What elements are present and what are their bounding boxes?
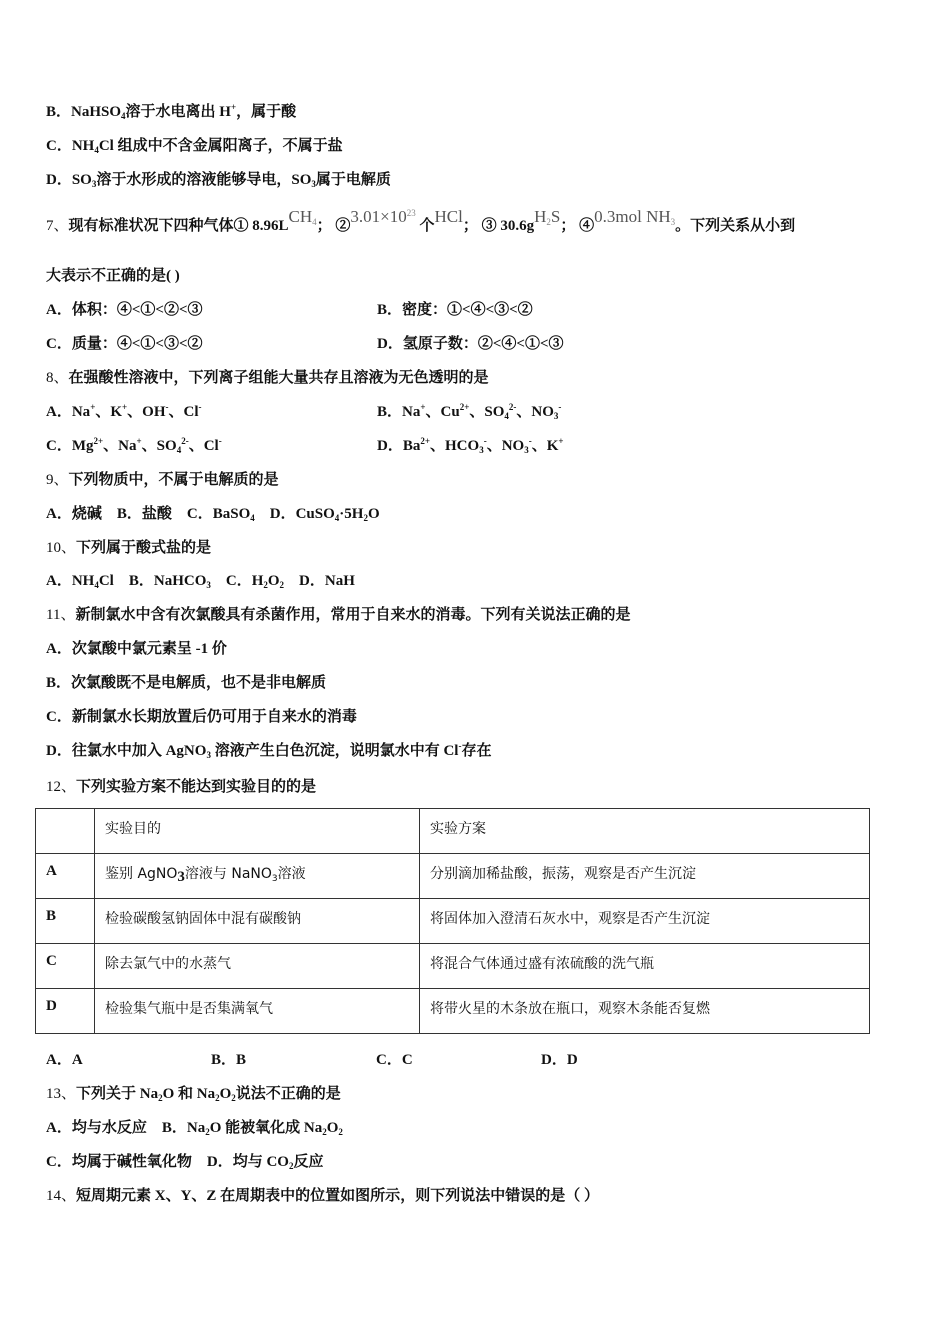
- formula: NaH: [324, 573, 355, 589]
- ion: K+: [546, 436, 564, 454]
- q6-option-b: [46, 102, 296, 122]
- subscript: 4: [94, 580, 99, 590]
- question-text: 短周期元素 X、Y、Z 在周期表中的位置如图所示，则下列说法中错误的是（ ）: [76, 1188, 599, 1204]
- option-text: O 能被氧化成 Na: [209, 1120, 323, 1136]
- option-text: 反应: [293, 1154, 324, 1170]
- q9-stem: [46, 470, 279, 490]
- question-text: ； ④: [560, 218, 595, 234]
- formula: BaSO: [212, 506, 251, 522]
- question-text: 下列物质中，不属于电解质的是: [68, 472, 279, 488]
- option-label: B．: [46, 104, 72, 120]
- q11-option-b: [46, 673, 326, 693]
- question-number: 13、: [46, 1086, 77, 1102]
- q11-option-a: [46, 639, 227, 659]
- formula: O: [267, 573, 280, 589]
- ion: $NO_3^-$: [501, 436, 532, 455]
- q7-stem-continued: 大表示不正确的是( ): [46, 268, 180, 284]
- option-text: 次氯酸中氯元素呈 -1 价: [71, 641, 227, 657]
- subscript: 2: [215, 1093, 220, 1103]
- question-number: 7、: [46, 218, 69, 234]
- table-cell-plan: 分别滴加稀盐酸，振荡，观察是否产生沉淀: [420, 854, 870, 899]
- option-text: Cl 组成中不含金属阳离子，不属于盐: [98, 138, 343, 154]
- q8-stem: [46, 368, 489, 388]
- option-text: D: [566, 1052, 578, 1068]
- option-text: 质量：④<①<③<②: [71, 336, 203, 352]
- question-number: 9、: [46, 472, 69, 488]
- subscript: 4: [312, 217, 317, 227]
- subscript: 2: [322, 1127, 327, 1137]
- table-cell-aim: 检验集气瓶中是否集满氧气: [95, 989, 420, 1034]
- option-text: A: [71, 1052, 83, 1068]
- question-number: 12、: [46, 779, 77, 795]
- subscript: 2: [158, 1093, 163, 1103]
- cell-text: 鉴别 AgNO: [105, 866, 178, 882]
- option-label: C．: [46, 1154, 72, 1170]
- formula: O: [326, 1120, 339, 1136]
- subscript: 2: [363, 513, 368, 523]
- option-label: A．: [46, 506, 72, 522]
- ion: Na+: [71, 402, 96, 420]
- formula: ·5H: [339, 506, 364, 522]
- option-label: D．: [206, 1154, 233, 1170]
- option-text: ，属于酸: [236, 104, 297, 120]
- formula: 0.3mol NH: [594, 207, 671, 226]
- formula: CuSO: [295, 506, 335, 522]
- option-text: B: [236, 1052, 247, 1068]
- math-formula: HCl: [434, 207, 463, 226]
- row-label: C: [36, 944, 95, 989]
- subscript: 3: [271, 874, 278, 884]
- table-cell-aim: 除去氯气中的水蒸气: [95, 944, 420, 989]
- experiment-table: [35, 808, 870, 1034]
- ion: $SO_4^{2-}$: [156, 436, 189, 455]
- formula: SO: [71, 172, 92, 188]
- ion: $NO_3^-$: [531, 402, 562, 421]
- subscript: 2: [546, 217, 551, 227]
- option-label: C．: [225, 573, 252, 589]
- option-label: A．: [46, 573, 72, 589]
- table-cell-aim: 检验碳酸氢钠固体中混有碳酸钠: [95, 899, 420, 944]
- row-label: B: [36, 899, 95, 944]
- question-text: ； ③ 30.6g: [462, 218, 535, 234]
- q9-options: [46, 504, 380, 524]
- question-text: 下列属于酸式盐的是: [76, 540, 212, 556]
- ion: K+: [110, 402, 128, 420]
- ion: $SO_4^{2-}$: [484, 402, 517, 421]
- option-text: C: [401, 1052, 413, 1068]
- option-label: B．: [161, 1120, 187, 1136]
- question-text: 新制氯水中含有次氯酸具有杀菌作用，常用于自来水的消毒。下列有关说法正确的是: [75, 607, 631, 623]
- option-text: 溶于水电离出 H: [125, 104, 231, 120]
- q12-stem: [46, 777, 316, 797]
- option-label: C．: [186, 506, 213, 522]
- math-formula: [350, 207, 415, 226]
- row-label: A: [36, 854, 95, 899]
- option-text: 烧碱: [71, 506, 102, 522]
- formula: Na: [186, 1120, 206, 1136]
- question-text: 在强酸性溶液中，下列离子组能大量共存且溶液为无色透明的是: [68, 370, 489, 386]
- option-label: B．: [377, 302, 403, 318]
- option-label: A．: [46, 1120, 72, 1136]
- option-label: A．: [46, 302, 72, 318]
- question-text: 说法不正确的是: [235, 1086, 341, 1102]
- ion: $Mg^{2+}$: [71, 436, 104, 454]
- q13-options-cd: [46, 1152, 323, 1172]
- question-text: O: [219, 1086, 232, 1102]
- question-text: 现有标准状况下四种气体① 8.96L: [68, 218, 289, 234]
- ion: $Ba^{2+}$: [402, 436, 430, 454]
- option-label: B．: [46, 675, 72, 691]
- table-row: [36, 854, 870, 899]
- ion: $Cu^{2+}$: [440, 402, 470, 420]
- option-label: B．: [211, 1052, 237, 1068]
- cell-text: 溶液: [277, 866, 306, 882]
- table-row: [36, 944, 870, 989]
- q6-option-d: [46, 170, 391, 190]
- q11-option-d: [46, 741, 491, 761]
- q6-option-c: [46, 136, 343, 156]
- question-number: 8、: [46, 370, 69, 386]
- option-text: 次氯酸既不是电解质，也不是非电解质: [71, 675, 327, 691]
- option-label: D．: [269, 506, 296, 522]
- formula: S: [550, 207, 561, 226]
- q10-options: [46, 571, 355, 591]
- ion: Na+: [402, 402, 426, 420]
- subscript: 4: [121, 111, 126, 121]
- q12-option-d: [541, 1050, 578, 1070]
- option-label: C．: [46, 138, 72, 154]
- formula: 3.01×10: [350, 207, 407, 226]
- subscript: 3: [311, 179, 316, 189]
- ion: OH-: [142, 402, 169, 420]
- option-text: 存在: [461, 743, 492, 759]
- formula: NaHCO: [153, 573, 207, 589]
- question-text: 个: [415, 218, 435, 234]
- option-text: 体积：④<①<②<③: [71, 302, 203, 318]
- subscript: 3: [206, 750, 211, 760]
- subscript: 2: [288, 1161, 294, 1171]
- option-label: A．: [46, 1052, 72, 1068]
- formula: NaHSO: [71, 104, 122, 120]
- subscript: 2: [263, 580, 268, 590]
- option-label: C．: [376, 1052, 402, 1068]
- subscript: 3: [91, 179, 97, 189]
- question-number: 10、: [46, 540, 77, 556]
- formula: Cl: [98, 573, 114, 589]
- row-label: D: [36, 989, 95, 1034]
- option-label: D．: [541, 1052, 567, 1068]
- table-row: [36, 989, 870, 1034]
- question-number: 11、: [46, 607, 76, 623]
- ion: Na+: [118, 436, 142, 454]
- subscript: 2: [279, 580, 285, 590]
- q12-option-c: [376, 1050, 413, 1070]
- option-label: D．: [377, 336, 403, 352]
- formula: H: [251, 573, 264, 589]
- table-cell-plan: 将混合气体通过盛有浓硫酸的洗气瓶: [420, 944, 870, 989]
- q8-option-b: B．Na+、$Cu^{2+}$、$SO_4^{2-}$、$NO_3^-$: [377, 402, 562, 421]
- ion: Cl-: [203, 436, 222, 454]
- option-label: A．: [46, 404, 72, 420]
- option-label: D．: [299, 573, 325, 589]
- option-label: B．: [128, 573, 154, 589]
- table-header-row: [36, 809, 870, 854]
- option-label: A．: [46, 641, 72, 657]
- table-row: [36, 899, 870, 944]
- option-label: D．: [377, 438, 403, 454]
- q12-option-a: [46, 1050, 83, 1070]
- q7-option-a: [46, 300, 203, 320]
- q13-options-ab: [46, 1118, 343, 1138]
- option-text: 往氯水中加入 AgNO: [71, 743, 207, 759]
- option-text: 均与 CO: [232, 1154, 289, 1170]
- subscript: 4: [250, 513, 255, 523]
- question-text: 。下列关系从小到: [675, 218, 796, 234]
- question-number: 14、: [46, 1188, 77, 1204]
- table-header: [36, 809, 95, 854]
- option-label: C．: [46, 438, 72, 454]
- math-formula: [534, 207, 560, 226]
- table-header: 实验方案: [420, 809, 870, 854]
- q14-stem: [46, 1186, 599, 1206]
- question-text: ； ②: [316, 218, 351, 234]
- ion: $HCO_3^-$: [445, 436, 487, 455]
- q7-option-c: [46, 334, 203, 354]
- subscript: 4: [94, 145, 99, 155]
- subscript: 2: [231, 1093, 236, 1103]
- question-text: 下列关于 Na: [76, 1086, 159, 1102]
- q8-option-c: C．$Mg^{2+}$、Na+、$SO_4^{2-}$、Cl-: [46, 436, 222, 455]
- table-header: 实验目的: [95, 809, 420, 854]
- subscript: 2: [205, 1127, 210, 1137]
- option-label: D．: [46, 172, 72, 188]
- formula: H: [534, 207, 547, 226]
- table-cell-aim: [95, 854, 420, 899]
- superscript: +: [230, 102, 237, 112]
- option-text: 氢原子数：②<④<①<③: [402, 336, 564, 352]
- question-text: O 和 Na: [162, 1086, 216, 1102]
- q12-option-b: [211, 1050, 246, 1070]
- table-cell-plan: 将带火星的木条放在瓶口，观察木条能否复燃: [420, 989, 870, 1034]
- math-formula: [594, 207, 675, 226]
- option-label: D．: [46, 743, 72, 759]
- subscript: 3: [177, 869, 185, 885]
- q13-stem: [46, 1084, 341, 1104]
- option-text: 溶液产生白色沉淀，说明氯水中有 Cl: [210, 743, 459, 759]
- option-text: 均属于碱性氧化物: [71, 1154, 192, 1170]
- formula: NH: [71, 138, 95, 154]
- formula: O: [367, 506, 380, 522]
- subscript: 4: [334, 513, 340, 523]
- q8-option-a: A．Na+、K+、OH-、Cl-: [46, 402, 202, 420]
- option-label: C．: [46, 336, 72, 352]
- option-text: 溶于水形成的溶液能够导电，SO: [96, 172, 312, 188]
- formula: NH: [71, 573, 95, 589]
- formula: CH: [288, 207, 313, 226]
- option-label: B．: [377, 404, 403, 420]
- option-text: 属于电解质: [315, 172, 391, 188]
- question-text: 下列实验方案不能达到实验目的的是: [76, 779, 317, 795]
- option-label: B．: [116, 506, 142, 522]
- cell-text: 溶液与 NaNO: [184, 866, 272, 882]
- q8-option-d: D．$Ba^{2+}$、$HCO_3^-$、$NO_3^-$、K+: [377, 436, 564, 455]
- subscript: 3: [670, 217, 676, 227]
- table-cell-plan: 将固体加入澄清石灰水中，观察是否产生沉淀: [420, 899, 870, 944]
- q11-stem: [46, 605, 630, 625]
- option-text: 密度：①<④<③<②: [402, 302, 533, 318]
- option-label: C．: [46, 709, 72, 725]
- q10-stem: [46, 538, 211, 558]
- option-text: 均与水反应: [71, 1120, 147, 1136]
- subscript: 3: [206, 580, 211, 590]
- math-formula: [289, 207, 317, 226]
- superscript: -: [458, 741, 462, 751]
- q7-option-b: [377, 300, 533, 320]
- q7-option-d: [377, 334, 564, 354]
- q11-option-c: [46, 707, 357, 727]
- q7-stem: [46, 207, 796, 236]
- option-text: 盐酸: [141, 506, 172, 522]
- option-text: 新制氯水长期放置后仍可用于自来水的消毒: [71, 709, 357, 725]
- superscript: 23: [406, 208, 416, 218]
- ion: Cl-: [183, 402, 202, 420]
- subscript: 2: [338, 1127, 343, 1137]
